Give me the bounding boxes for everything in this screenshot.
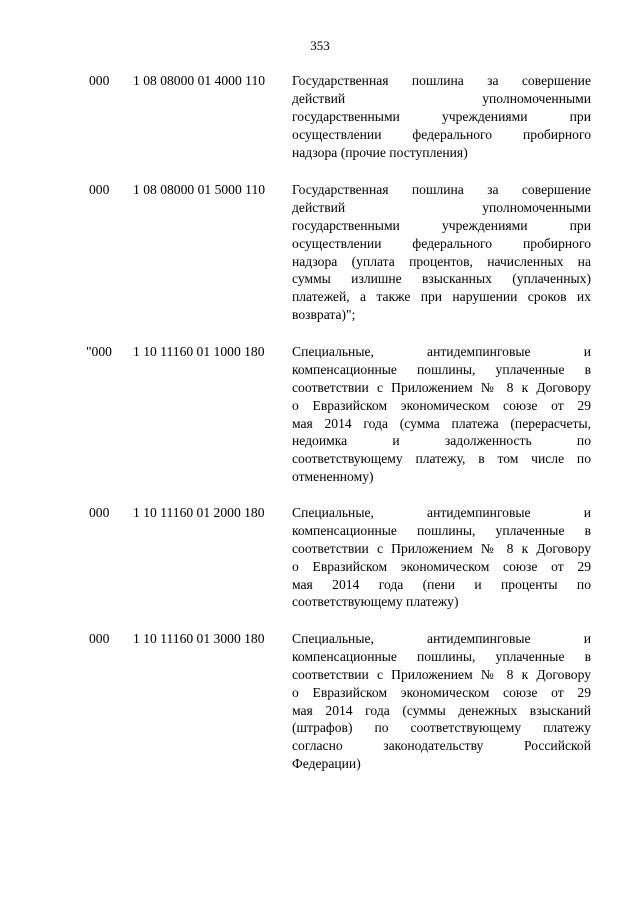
description-line: Специальные, антидемпинговые и (292, 505, 591, 520)
description-line: Государственная пошлина за совершение (292, 73, 591, 88)
description-line: Специальные, антидемпинговые и (292, 344, 591, 359)
classification-code: 1 08 08000 01 4000 110 (133, 73, 266, 88)
description-line: согласно законодательству Российской (292, 738, 591, 754)
description-line: действий уполномоченными (292, 199, 591, 215)
description-line: государственными учреждениями при (292, 217, 591, 233)
admin-code: 000 (89, 182, 110, 197)
income-description (292, 343, 591, 486)
description-line: компенсационные пошлины, уплаченные в (292, 522, 591, 538)
description-line: платежей, а также при нарушении сроков их (292, 289, 591, 305)
description-line: о Евразийском экономическом союзе от 29 (292, 397, 591, 413)
classification-code: 1 10 11160 01 1000 180 (133, 344, 265, 359)
description-line: о Евразийском экономическом союзе от 29 (292, 558, 591, 574)
admin-code: 000 (89, 73, 110, 88)
description-line: Специальные, антидемпинговые и (292, 631, 591, 646)
income-description (292, 630, 591, 773)
description-line: соответствии с Приложением № 8 к Договору (292, 666, 591, 682)
description-line: отмененному) (292, 469, 374, 485)
description-line: мая 2014 года (суммы денежных взысканий (292, 702, 591, 718)
description-line: о Евразийском экономическом союзе от 29 (292, 684, 591, 700)
description-line: (штрафов) по соответствующему платежу (292, 720, 591, 736)
classification-code: 1 08 08000 01 5000 110 (133, 182, 266, 197)
description-line: осуществлении федерального пробирного (292, 235, 591, 251)
description-line: надзора (прочие поступления) (292, 144, 468, 160)
description-line: Федерации) (292, 756, 361, 772)
description-line: соответствующему платежу, в том числе по (292, 451, 591, 467)
description-line: компенсационные пошлины, уплаченные в (292, 648, 591, 664)
classification-code: 1 10 11160 01 3000 180 (133, 631, 265, 646)
description-line: мая 2014 года (сумма платежа (перерасчеты, (292, 415, 591, 431)
description-line: возврата)"; (292, 307, 356, 323)
description-line: осуществлении федерального пробирного (292, 126, 591, 142)
description-line: соответствии с Приложением № 8 к Договору (292, 379, 591, 395)
description-line: компенсационные пошлины, уплаченные в (292, 361, 591, 377)
description-line: государственными учреждениями при (292, 108, 591, 124)
income-description (292, 72, 591, 161)
description-line: Государственная пошлина за совершение (292, 182, 591, 197)
description-line: суммы излишне взысканных (уплаченных) (292, 271, 591, 287)
income-description (292, 181, 591, 324)
classification-code: 1 10 11160 01 2000 180 (133, 505, 265, 520)
admin-code: "000 (86, 344, 112, 359)
admin-code: 000 (89, 631, 110, 646)
description-line: соответствующему платежу) (292, 594, 459, 610)
description-line: действий уполномоченными (292, 90, 591, 106)
description-line: мая 2014 года (пени и проценты по (292, 576, 591, 592)
admin-code: 000 (89, 505, 110, 520)
description-line: надзора (уплата процентов, начисленных на (292, 253, 591, 269)
page-number: 353 (310, 38, 330, 53)
income-description (292, 504, 591, 611)
description-line: соответствии с Приложением № 8 к Договору (292, 540, 591, 556)
description-line: недоимка и задолженность по (292, 433, 591, 449)
